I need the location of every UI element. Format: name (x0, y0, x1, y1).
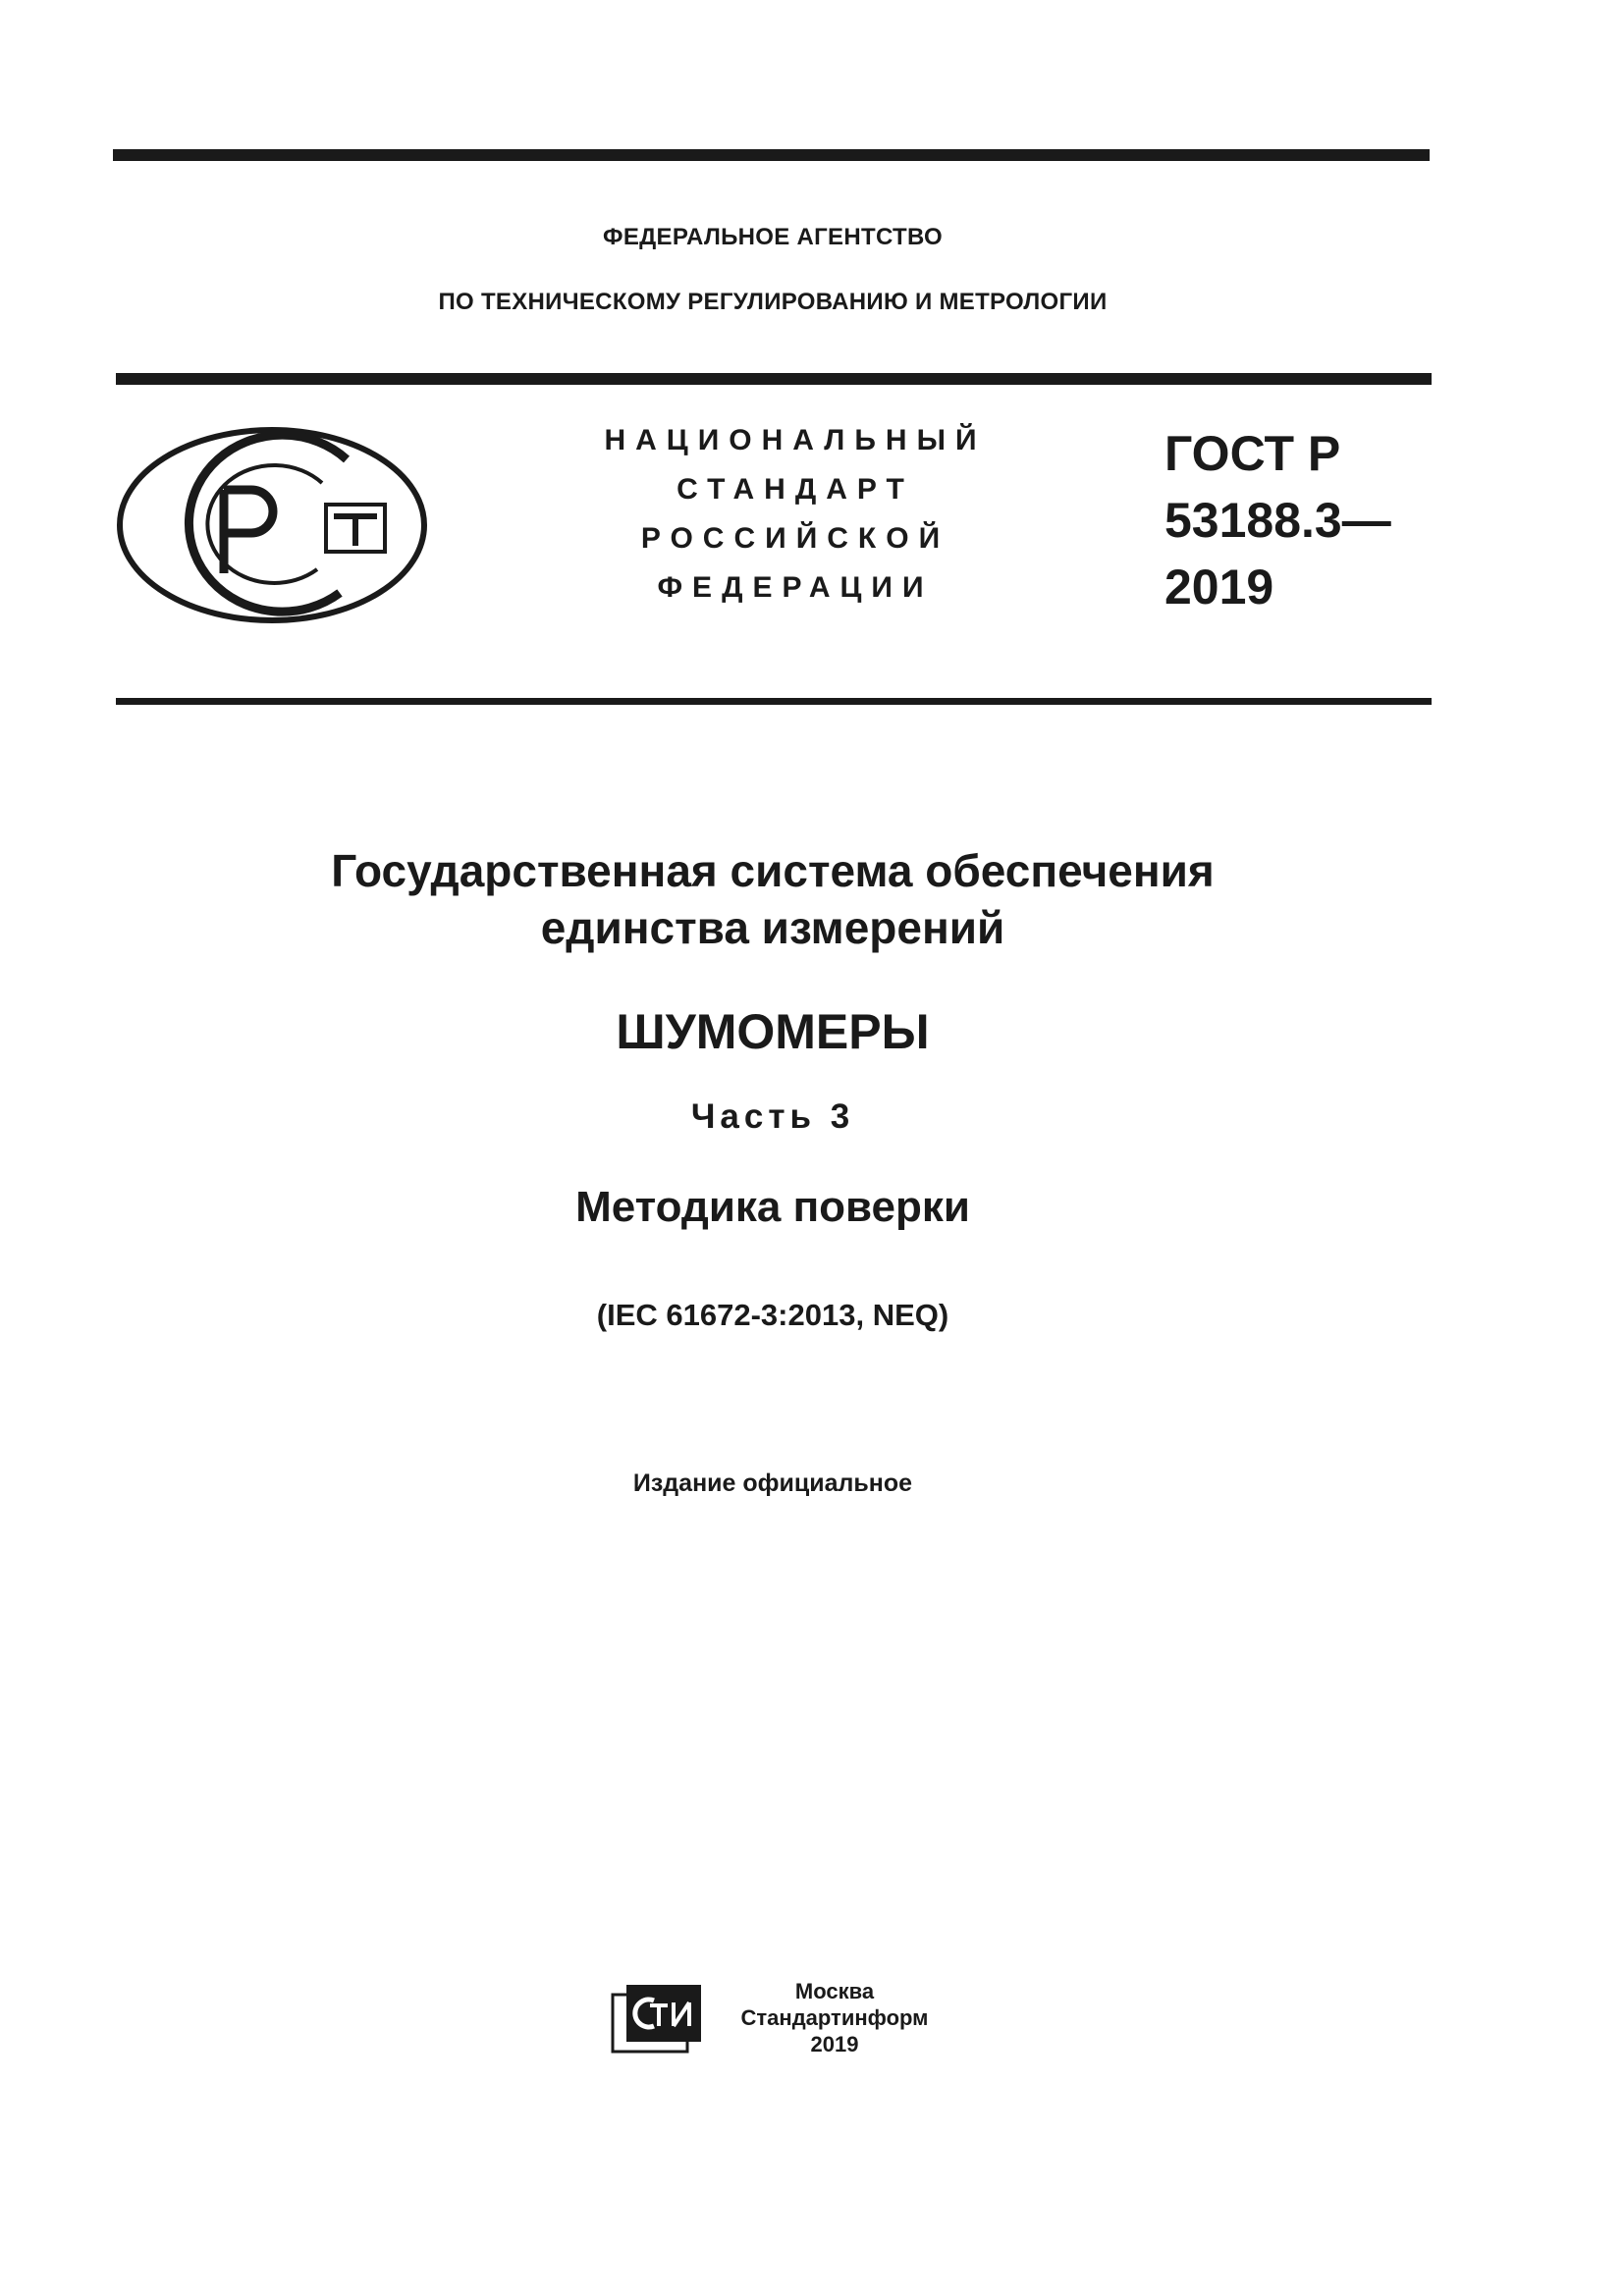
middle-rule (116, 373, 1432, 385)
agency-name-line1: ФЕДЕРАЛЬНОЕ АГЕНТСТВО (603, 224, 943, 250)
national-standard-line1: НАЦИОНАЛЬНЫЙ (604, 424, 987, 456)
publisher-city: Москва (794, 1979, 875, 2003)
publisher-name: Стандартинформ (740, 2005, 929, 2030)
national-standard-line3: РОССИЙСКОЙ (640, 522, 950, 555)
edition-note: Издание официальное (632, 1469, 913, 1497)
designation-line1: ГОСТ Р (1164, 426, 1341, 481)
series-title-line2: единства измерений (540, 902, 1005, 953)
standard-designation (1164, 420, 1391, 620)
series-title (0, 842, 1545, 956)
bottom-rule (116, 698, 1432, 705)
document-title: ШУМОМЕРЫ (616, 1004, 930, 1059)
publisher-info (717, 1978, 952, 2057)
top-rule (113, 149, 1430, 161)
national-standard-line4: ФЕДЕРАЦИИ (657, 571, 934, 604)
standartinform-logo (611, 1981, 705, 2055)
part-number: Часть 3 (690, 1097, 855, 1136)
national-standard-line2: СТАНДАРТ (677, 473, 914, 506)
series-title-line1: Государственная система обеспечения (331, 845, 1215, 896)
designation-line3: 2019 (1164, 560, 1274, 614)
rst-certification-logo (116, 426, 428, 624)
document-subtitle: Методика поверки (575, 1183, 970, 1231)
designation-line2: 53188.3— (1164, 493, 1391, 548)
iec-reference: (IEC 61672-3:2013, NEQ) (596, 1298, 949, 1332)
publisher-year: 2019 (810, 2032, 859, 2056)
agency-name-line2: ПО ТЕХНИЧЕСКОМУ РЕГУЛИРОВАНИЮ И МЕТРОЛОГИИ (438, 289, 1108, 315)
